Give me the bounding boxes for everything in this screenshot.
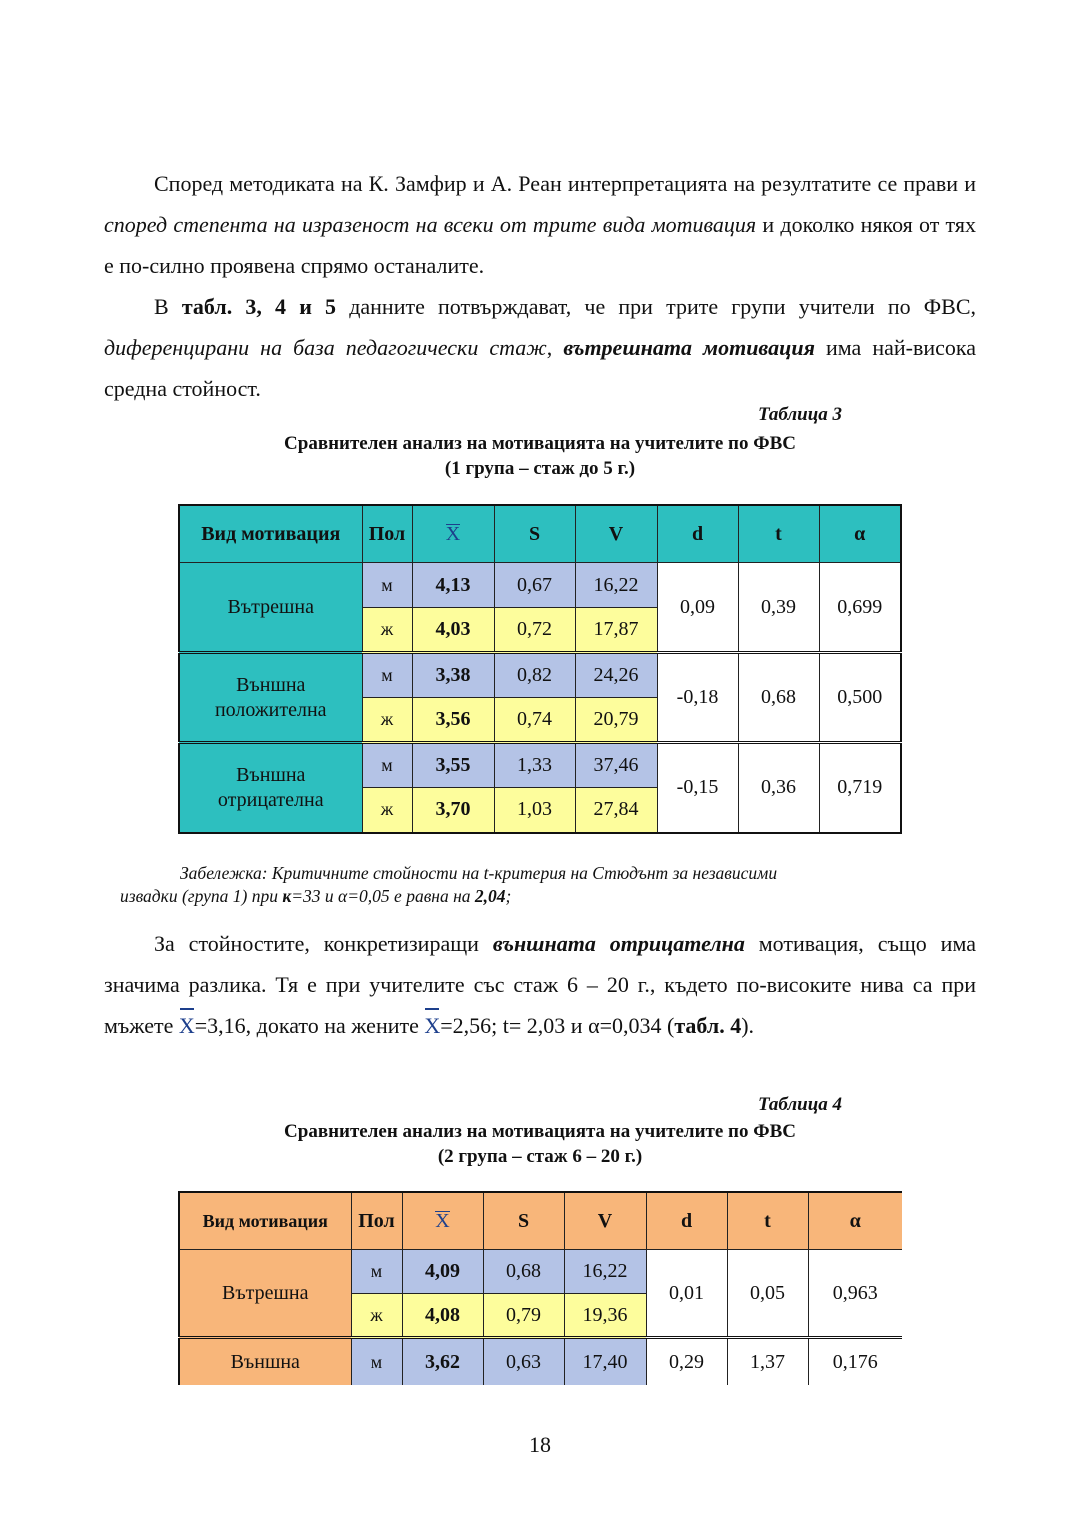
header-d: d <box>657 505 738 563</box>
table-row <box>179 1338 902 1386</box>
sex-cell: ж <box>362 608 412 653</box>
table3-title: Сравнителен анализ на мотивацията на учителите по ФВС <box>284 433 796 454</box>
table-row <box>179 1250 902 1294</box>
mean-cell: 4,08 <box>402 1294 483 1338</box>
header-s: S <box>494 505 575 563</box>
v-cell: 24,26 <box>575 653 657 698</box>
sex-cell: ж <box>362 788 412 833</box>
page-number: 18 <box>529 1432 551 1457</box>
header-s: S <box>483 1192 564 1250</box>
alpha-cell: 0,719 <box>819 743 901 833</box>
motivation-label: Външна положителна <box>179 653 362 743</box>
motivation-label: Външна <box>179 1338 351 1386</box>
header-v: V <box>564 1192 646 1250</box>
header-sex: Пол <box>362 505 412 563</box>
paragraph-3: За стойностите, конкретизиращи външната отрицателна мотивация, също има значима разлика. Тя е при учителите със стаж 6 – 20 г., където по-високите нива са при мъжете X=3,16, докато на жените X=2,56; t= 2,03 и α=0,034 (табл. 4). <box>104 923 976 1046</box>
table3-note: Забележка: Критичните стойности на t-критерия на Стюдънт за независими извадки (група 1) при к=33 и α=0,05 е равна на 2,04; <box>120 863 778 906</box>
v-cell: 20,79 <box>575 698 657 743</box>
table-header-row <box>179 1192 902 1250</box>
motivation-label: Вътрешна <box>179 1250 351 1338</box>
header-t: t <box>738 505 819 563</box>
s-cell: 1,03 <box>494 788 575 833</box>
sex-cell: м <box>351 1338 402 1386</box>
motivation-label: Външна отрицателна <box>179 743 362 833</box>
mean-cell: 3,38 <box>412 653 494 698</box>
s-cell: 0,74 <box>494 698 575 743</box>
motivation-label: Вътрешна <box>179 563 362 653</box>
v-cell: 27,84 <box>575 788 657 833</box>
table4-subtitle: (2 група – стаж 6 – 20 г.) <box>437 1146 643 1167</box>
table4-caption: Таблица 4 <box>758 1094 843 1115</box>
header-alpha: α <box>819 505 901 563</box>
header-mean: X <box>402 1192 483 1250</box>
v-cell: 37,46 <box>575 743 657 788</box>
sex-cell: ж <box>351 1294 402 1338</box>
table-3 <box>178 504 902 834</box>
table-header-row <box>179 505 901 563</box>
header-motivation-type: Вид мотивация <box>179 505 362 563</box>
sex-cell: м <box>351 1250 402 1294</box>
v-cell: 17,40 <box>564 1338 646 1386</box>
table3-subtitle: (1 група – стаж до 5 г.) <box>444 458 636 479</box>
d-cell: -0,15 <box>657 743 738 833</box>
sex-cell: м <box>362 653 412 698</box>
mean-symbol: X <box>179 1005 195 1046</box>
s-cell: 0,63 <box>483 1338 564 1386</box>
table-4 <box>178 1191 902 1385</box>
table-4-clip <box>178 1191 902 1385</box>
s-cell: 0,82 <box>494 653 575 698</box>
mean-symbol: X <box>424 1005 440 1046</box>
s-cell: 0,67 <box>494 563 575 608</box>
s-cell: 1,33 <box>494 743 575 788</box>
s-cell: 0,72 <box>494 608 575 653</box>
table-row <box>179 653 901 698</box>
table-row <box>179 743 901 788</box>
d-cell: 0,29 <box>646 1338 727 1386</box>
mean-cell: 4,09 <box>402 1250 483 1294</box>
mean-cell: 3,55 <box>412 743 494 788</box>
header-alpha: α <box>808 1192 902 1250</box>
alpha-cell: 0,699 <box>819 563 901 653</box>
alpha-cell: 0,500 <box>819 653 901 743</box>
mean-cell: 4,03 <box>412 608 494 653</box>
paragraph-1: Според методиката на К. Замфир и А. Реан интерпретацията на резултатите се прави и според степента на изразеност на всеки от трите вида мотивация и доколко някоя от тях е по-силно проявена спрямо останалите. <box>104 171 977 278</box>
d-cell: 0,01 <box>646 1250 727 1338</box>
header-sex: Пол <box>351 1192 402 1250</box>
t-cell: 0,36 <box>738 743 819 833</box>
s-cell: 0,79 <box>483 1294 564 1338</box>
paragraph-2: В табл. 3, 4 и 5 данните потвърждават, че при трите групи учители по ФВС, диференцирани на база педагогически стаж, вътрешната мотивация има най-висока средна стойност. <box>104 294 977 401</box>
mean-cell: 4,13 <box>412 563 494 608</box>
alpha-cell: 0,963 <box>808 1250 902 1338</box>
header-motivation-type: Вид мотивация <box>179 1192 351 1250</box>
v-cell: 16,22 <box>564 1250 646 1294</box>
header-mean: X <box>412 505 494 563</box>
mean-cell: 3,62 <box>402 1338 483 1386</box>
t-cell: 0,05 <box>727 1250 808 1338</box>
t-cell: 1,37 <box>727 1338 808 1386</box>
d-cell: -0,18 <box>657 653 738 743</box>
table3-caption: Таблица 3 <box>758 404 843 425</box>
v-cell: 16,22 <box>575 563 657 608</box>
v-cell: 17,87 <box>575 608 657 653</box>
d-cell: 0,09 <box>657 563 738 653</box>
v-cell: 19,36 <box>564 1294 646 1338</box>
sex-cell: ж <box>362 698 412 743</box>
t-cell: 0,68 <box>738 653 819 743</box>
mean-cell: 3,56 <box>412 698 494 743</box>
mean-cell: 3,70 <box>412 788 494 833</box>
t-cell: 0,39 <box>738 563 819 653</box>
sex-cell: м <box>362 743 412 788</box>
table4-title: Сравнителен анализ на мотивацията на учителите по ФВС <box>284 1121 796 1142</box>
header-d: d <box>646 1192 727 1250</box>
header-t: t <box>727 1192 808 1250</box>
header-v: V <box>575 505 657 563</box>
sex-cell: м <box>362 563 412 608</box>
table-row <box>179 563 901 608</box>
s-cell: 0,68 <box>483 1250 564 1294</box>
alpha-cell: 0,176 <box>808 1338 902 1386</box>
